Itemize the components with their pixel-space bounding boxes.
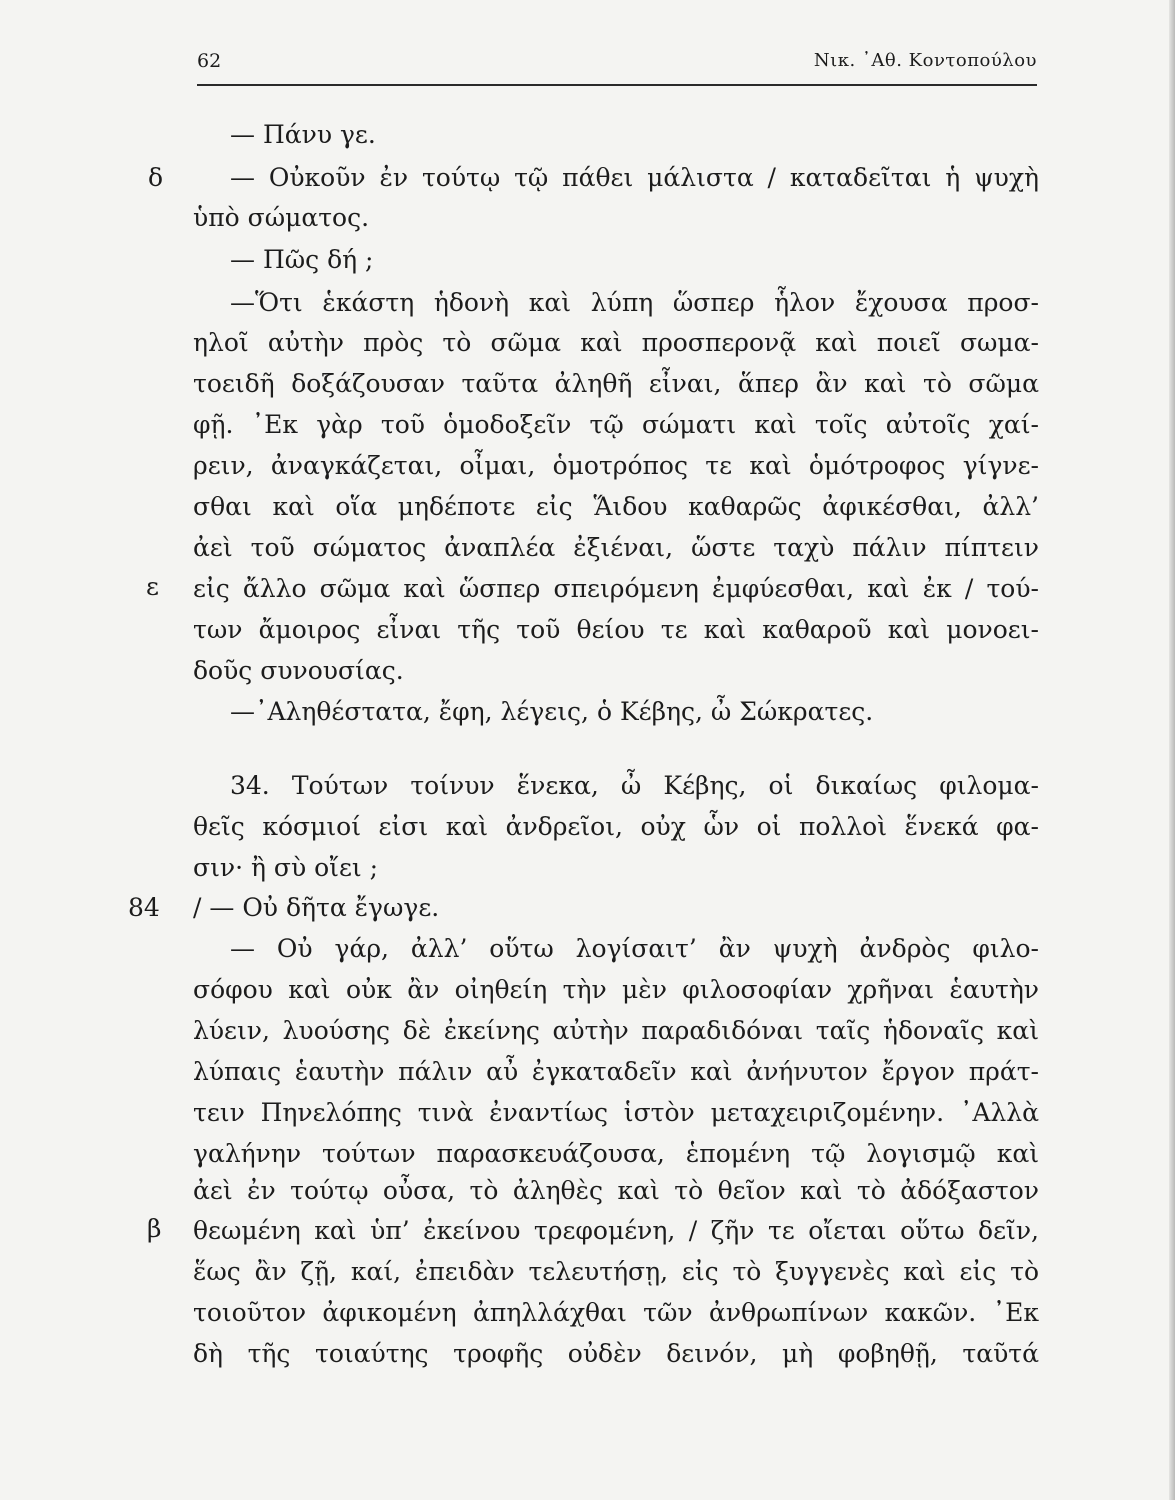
text-line: ἀεὶ τοῦ σώματος ἀναπλέα ἐξιέναι, ὥστε ταχὺ πάλιν πίπτειν [193,533,1039,562]
text-line: φῇ. ᾿Εκ γὰρ τοῦ ὁμοδοξεῖν τῷ σώματι καὶ τοῖς αὐτοῖς χαί- [193,410,1039,439]
text-line: — Οὐκοῦν ἐν τούτῳ τῷ πάθει μάλιστα / καταδεῖται ἡ ψυχὴ [230,163,1039,192]
text-line: 34. Τούτων τοίνυν ἕνεκα, ὦ Κέβης, οἱ δικαίως φιλομα- [230,771,1039,800]
page-header [197,44,1037,86]
text-line: ὑπὸ σώματος. [193,203,370,232]
text-line: ἀεὶ ἐν τούτῳ οὖσα, τὸ ἀληθὲς καὶ τὸ θεῖον καὶ τὸ ἀδόξαστον [193,1176,1039,1205]
text-line: ρειν, ἀναγκάζεται, οἶμαι, ὁμοτρόπος τε καὶ ὁμότροφος γίγνε- [193,451,1039,480]
margin-marker-beta: β [147,1214,162,1243]
page-edge-shadow [1169,0,1175,1500]
text-line: ἕως ἂν ζῇ, καί, ἐπειδὰν τελευτήσῃ, εἰς τὸ ξυγγενὲς καὶ εἰς τὸ [193,1257,1039,1286]
text-line: γαλήνην τούτων παρασκευάζουσα, ἑπομένη τῷ λογισμῷ καὶ [193,1139,1039,1168]
text-line: / — Οὐ δῆτα ἔγωγε. [193,893,440,922]
text-line: ηλοῖ αὐτὴν πρὸς τὸ σῶμα καὶ προσπερονᾷ καὶ ποιεῖ σωμα- [193,328,1039,357]
text-line: θεωμένη καὶ ὑπ’ ἐκείνου τρεφομένη, / ζῆν τε οἴεται οὕτω δεῖν, [193,1216,1039,1245]
text-line: λύπαις ἑαυτὴν πάλιν αὖ ἐγκαταδεῖν καὶ ἀνήνυτον ἔργον πράτ- [193,1057,1039,1086]
text-line: — Οὐ γάρ, ἀλλ’ οὕτω λογίσαιτ’ ἂν ψυχὴ ἀνδρὸς φιλο- [230,934,1039,963]
text-line: των ἄμοιρος εἶναι τῆς τοῦ θείου τε καὶ καθαροῦ καὶ μονοει- [193,615,1039,644]
margin-marker-epsilon: ε [146,572,159,601]
text-line: εἰς ἄλλο σῶμα καὶ ὥσπερ σπειρόμενη ἐμφύεσθαι, καὶ ἐκ / τού- [193,574,1039,603]
text-line: τειν Πηνελόπης τινὰ ἐναντίως ἱστὸν μεταχειριζομένην. ᾿Αλλὰ [193,1098,1039,1127]
running-head: Νικ. ᾿Αθ. Κοντοπούλου [813,50,1037,71]
text-line: δὴ τῆς τοιαύτης τροφῆς οὐδὲν δεινόν, μὴ φοβηθῇ, ταῦτά [193,1339,1039,1368]
text-line: θεῖς κόσμιοί εἰσι καὶ ἀνδρεῖοι, οὐχ ὧν οἱ πολλοὶ ἕνεκά φα- [193,812,1039,841]
text-line: δοῦς συνουσίας. [193,656,404,685]
text-line: —Ὅτι ἑκάστη ἡδονὴ καὶ λύπη ὥσπερ ἧλον ἔχουσα προσ- [230,288,1039,317]
text-line: σιν· ἢ σὺ οἴει ; [193,853,379,882]
text-line: σόφου καὶ οὐκ ἂν οἰηθείη τὴν μὲν φιλοσοφίαν χρῆναι ἑαυτὴν [193,975,1039,1004]
text-line: λύειν, λυούσης δὲ ἐκείνης αὐτὴν παραδιδόναι ταῖς ἡδοναῖς καὶ [193,1016,1039,1045]
text-line: τοιοῦτον ἀφικομένη ἀπηλλάχθαι τῶν ἀνθρωπίνων κακῶν. ᾿Εκ [193,1298,1039,1327]
page-number: 62 [197,50,222,72]
text-line: σθαι καὶ οἵα μηδέποτε εἰς Ἅιδου καθαρῶς ἀφικέσθαι, ἀλλ’ [193,492,1039,521]
text-line: — Πῶς δή ; [230,245,374,274]
text-line: —᾿Αληθέστατα, ἔφη, λέγεις, ὁ Κέβης, ὦ Σώκρατες. [230,697,874,726]
text-line: τοειδῆ δοξάζουσαν ταῦτα ἀληθῆ εἶναι, ἅπερ ἂν καὶ τὸ σῶμα [193,369,1039,398]
text-line: — Πάνυ γε. [230,120,376,149]
margin-marker-84: 84 [128,893,160,922]
margin-marker-delta: δ [148,163,164,192]
